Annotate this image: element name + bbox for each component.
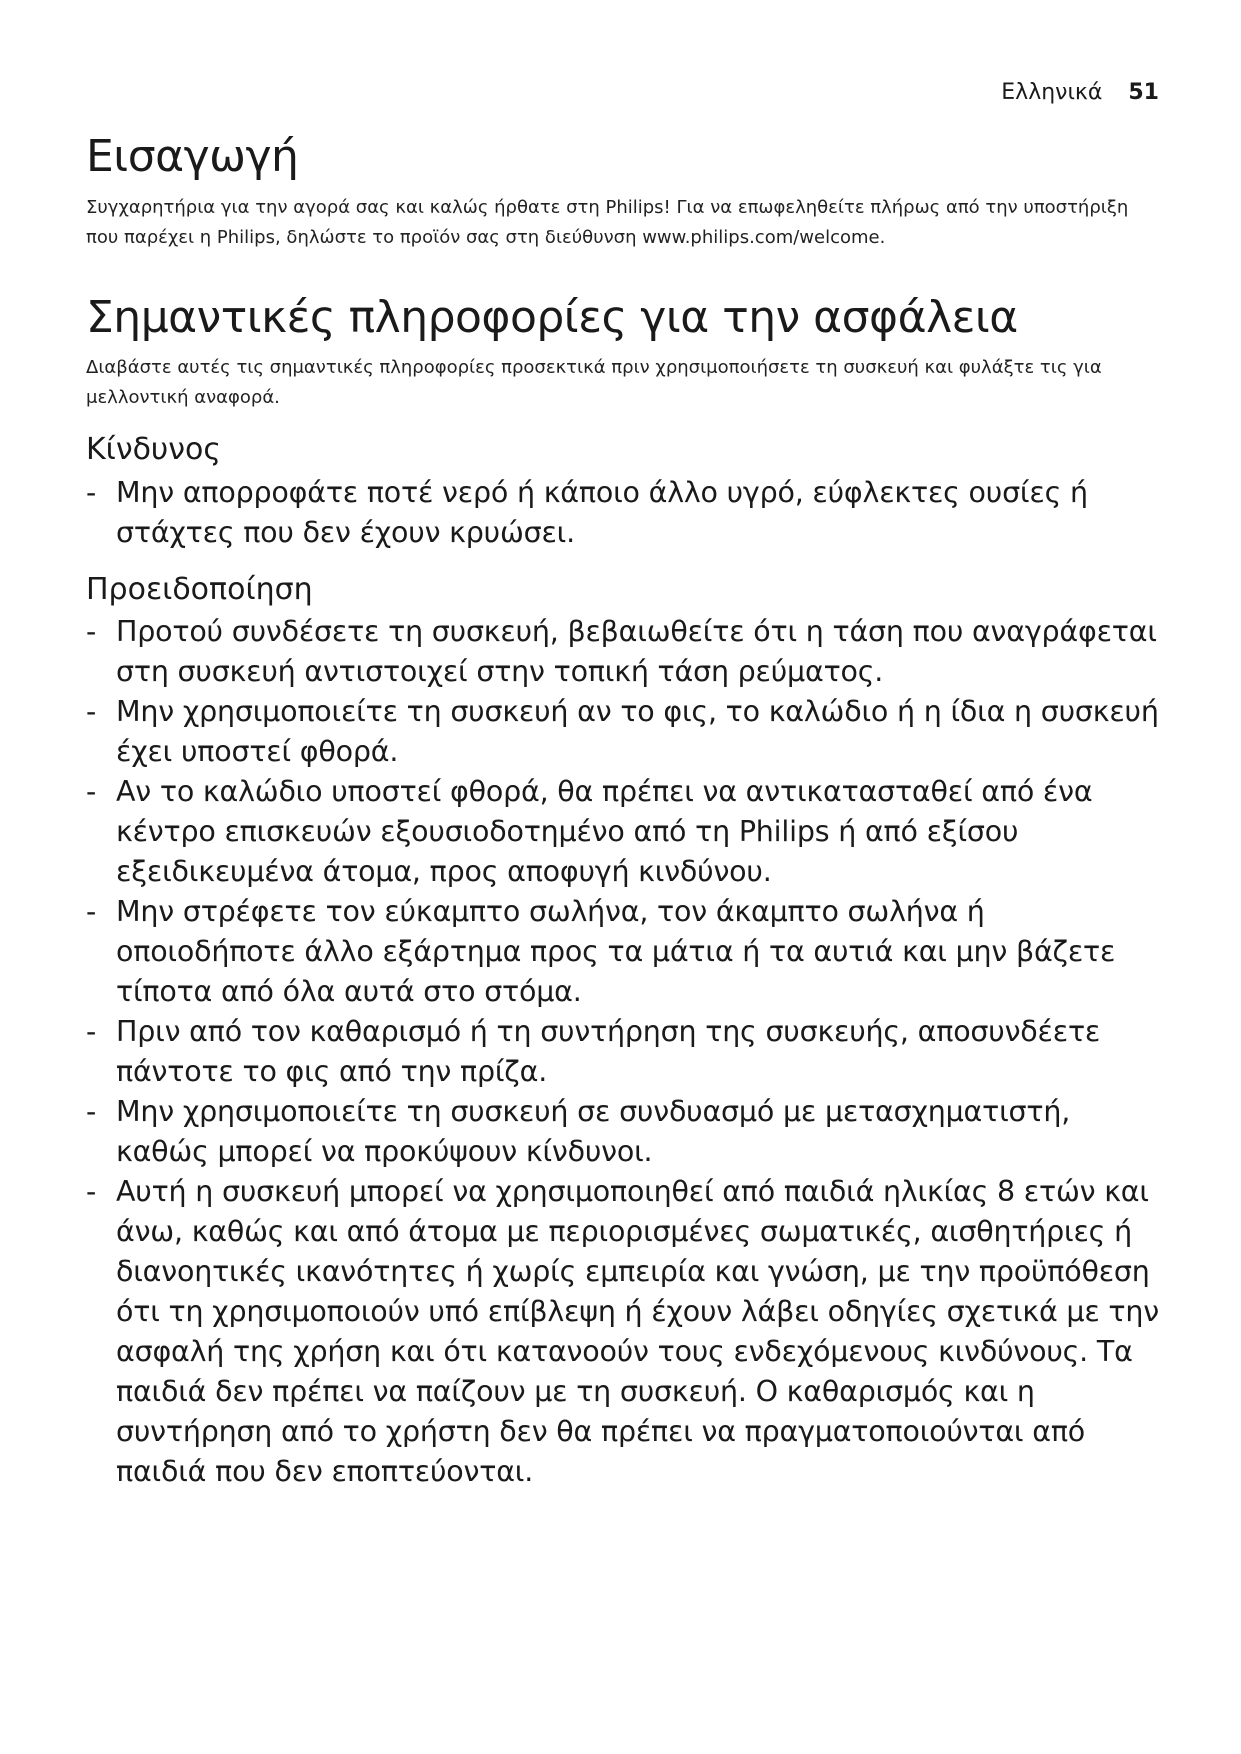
dash-marker: - (86, 895, 97, 929)
dash-marker: - (86, 475, 97, 509)
warning-item (86, 892, 1161, 1012)
warning-item (86, 1012, 1161, 1092)
warning-item (86, 1172, 1161, 1492)
warning-item-text: Αυτή η συσκευή μπορεί να χρησιμοποιηθεί από παιδιά ηλικίας 8 ετών και άνω, καθώς και από άτομα με περιορισμένες σωματικές, αισθητήριες ή διανοητικές ικανότητες ή χωρίς εμπειρία και γνώση, με την προϋπόθεση ότι τη χρησιμοποιούν υπό επίβλεψη ή έχουν λάβει οδηγίες σχετικά με την ασφαλή της χρήση και ότι κατανοούν τους ενδεχόμενους κινδύνους. Τα παιδιά δεν πρέπει να παίζουν με τη συσκευή. Ο καθαρισμός και η συντήρηση από το χρήστη δεν θα πρέπει να πραγματοποιούνται από παιδιά που δεν εποπτεύονται. (116, 1175, 1159, 1489)
warning-item (86, 1092, 1161, 1172)
dash-marker: - (86, 1175, 97, 1209)
danger-item-text: Μην απορροφάτε ποτέ νερό ή κάποιο άλλο υγρό, εύφλεκτες ουσίες ή στάχτες που δεν έχουν κρυώσει. (116, 475, 1088, 549)
page-content (86, 132, 1161, 1492)
warning-item (86, 772, 1161, 892)
introduction-title: Εισαγωγή (86, 131, 299, 182)
warning-item (86, 692, 1161, 772)
warning-item-text: Μην χρησιμοποιείτε τη συσκευή σε συνδυασμό με μετασχηματιστή, καθώς μπορεί να προκύψουν κίνδυνοι. (116, 1095, 1071, 1169)
danger-heading: Κίνδυνος (86, 432, 222, 468)
header-language: Ελληνικά (1001, 80, 1103, 105)
dash-marker: - (86, 1015, 97, 1049)
danger-item (86, 473, 1161, 553)
running-header (1001, 80, 1159, 105)
page-number: 51 (1128, 80, 1159, 105)
warning-list (86, 612, 1161, 1492)
warning-item (86, 612, 1161, 692)
warning-item-text: Αν το καλώδιο υποστεί φθορά, θα πρέπει να αντικατασταθεί από ένα κέντρο επισκευών εξουσιοδοτημένο από τη Philips ή από εξίσου εξειδικευμένα άτομα, προς αποφυγή κινδύνου. (116, 775, 1093, 889)
warning-heading: Προειδοποίηση (86, 571, 313, 607)
warning-item-text: Προτού συνδέσετε τη συσκευή, βεβαιωθείτε ότι η τάση που αναγράφεται στη συσκευή αντιστοιχεί στην τοπική τάση ρεύματος. (116, 615, 1157, 689)
warning-item-text: Πριν από τον καθαρισμό ή τη συντήρηση της συσκευής, αποσυνδέετε πάντοτε το φις από την πρίζα. (116, 1015, 1101, 1089)
warning-item-text: Μην χρησιμοποιείτε τη συσκευή αν το φις, το καλώδιο ή η ίδια η συσκευή έχει υποστεί φθορά. (116, 695, 1159, 769)
safety-title: Σημαντικές πληροφορίες για την ασφάλεια (86, 291, 1018, 343)
dash-marker: - (86, 695, 97, 729)
danger-list (86, 473, 1161, 553)
dash-marker: - (86, 775, 97, 809)
introduction-text: Συγχαρητήρια για την αγορά σας και καλώς ήρθατε στη Philips! Για να επωφεληθείτε πλήρως από την υποστήριξη που παρέχει η Philips, δηλώστε το προϊόν σας στη διεύθυνση www.philips.com/welcome. (86, 196, 1129, 248)
dash-marker: - (86, 1095, 97, 1129)
safety-intro-text: Διαβάστε αυτές τις σημαντικές πληροφορίες προσεκτικά πριν χρησιμοποιήσετε τη συσκευή και φυλάξτε τις για μελλοντική αναφορά. (86, 357, 1102, 409)
warning-item-text: Μην στρέφετε τον εύκαμπτο σωλήνα, τον άκαμπτο σωλήνα ή οποιοδήποτε άλλο εξάρτημα προς τα μάτια ή τα αυτιά και μην βάζετε τίποτα από όλα αυτά στο στόμα. (116, 895, 1116, 1009)
dash-marker: - (86, 615, 97, 649)
